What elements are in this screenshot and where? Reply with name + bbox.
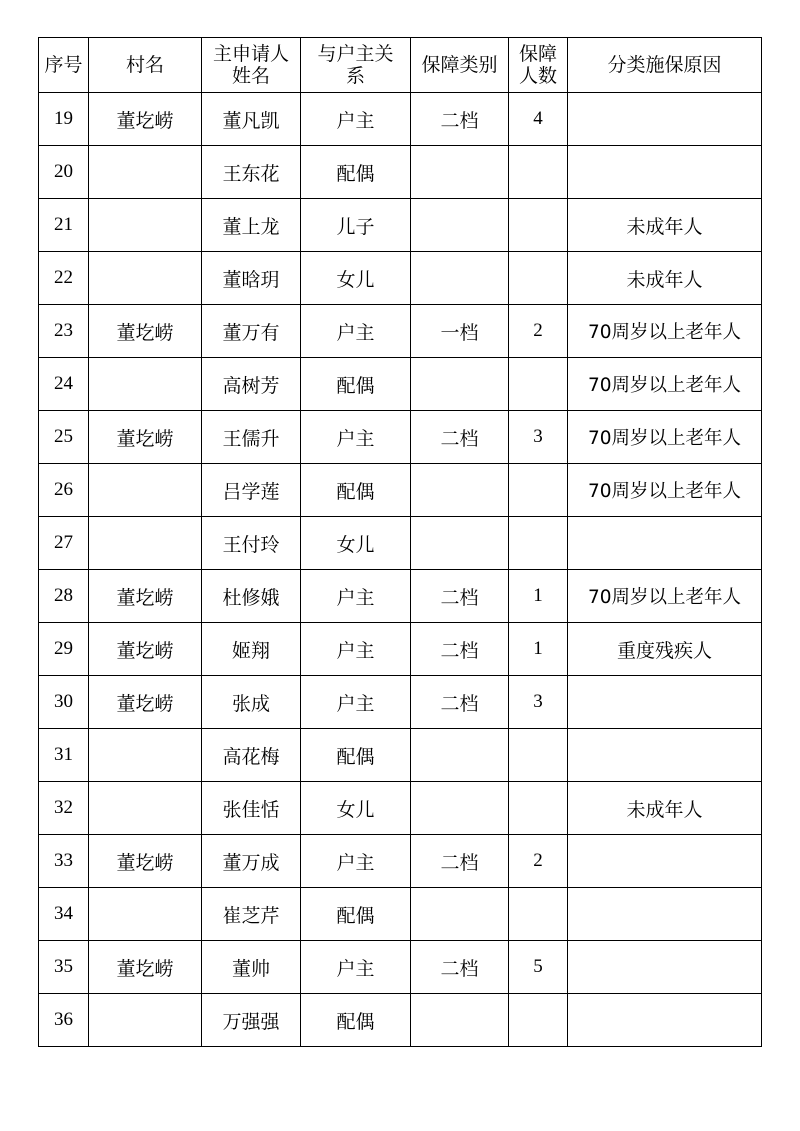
cell-reason: [568, 835, 762, 888]
cell-village: 董圪崂: [89, 941, 202, 994]
cell-applicant-name: 董晗玥: [202, 252, 301, 305]
cell-seq: 23: [39, 305, 89, 358]
header-applicant-name: 主申请人 姓名: [202, 38, 301, 93]
cell-reason: [568, 146, 762, 199]
cell-category: 二档: [411, 941, 509, 994]
cell-seq: 36: [39, 994, 89, 1047]
cell-count: 3: [509, 676, 568, 729]
cell-category: [411, 146, 509, 199]
cell-applicant-name: 崔芝芹: [202, 888, 301, 941]
cell-applicant-name: 董帅: [202, 941, 301, 994]
header-row: [39, 38, 762, 93]
cell-count: [509, 729, 568, 782]
cell-reason: [568, 994, 762, 1047]
cell-relation: 户主: [301, 570, 411, 623]
cell-count: [509, 782, 568, 835]
cell-count: 1: [509, 570, 568, 623]
cell-village: [89, 888, 202, 941]
table-row: [39, 941, 762, 994]
header-category: 保障类别: [411, 38, 509, 93]
table-row: [39, 146, 762, 199]
table-row: [39, 93, 762, 146]
cell-relation: 户主: [301, 305, 411, 358]
cell-count: [509, 888, 568, 941]
cell-category: 二档: [411, 835, 509, 888]
header-count: 保障 人数: [509, 38, 568, 93]
cell-seq: 28: [39, 570, 89, 623]
cell-category: 二档: [411, 411, 509, 464]
document-sheet: [38, 37, 762, 1047]
cell-count: 3: [509, 411, 568, 464]
cell-count: [509, 994, 568, 1047]
cell-applicant-name: 姬翔: [202, 623, 301, 676]
cell-count: 4: [509, 93, 568, 146]
table-row: [39, 623, 762, 676]
cell-count: [509, 199, 568, 252]
cell-relation: 儿子: [301, 199, 411, 252]
cell-village: [89, 464, 202, 517]
cell-seq: 19: [39, 93, 89, 146]
cell-seq: 25: [39, 411, 89, 464]
cell-reason: [568, 93, 762, 146]
cell-count: 2: [509, 835, 568, 888]
cell-seq: 31: [39, 729, 89, 782]
cell-category: [411, 517, 509, 570]
table-body: [39, 93, 762, 1047]
cell-village: [89, 729, 202, 782]
table-row: [39, 252, 762, 305]
cell-reason: 70周岁以上老年人: [568, 411, 762, 464]
cell-relation: 户主: [301, 835, 411, 888]
cell-category: [411, 729, 509, 782]
cell-count: [509, 252, 568, 305]
cell-village: [89, 252, 202, 305]
cell-relation: 户主: [301, 676, 411, 729]
cell-applicant-name: 万强强: [202, 994, 301, 1047]
header-relation: 与户主关 系: [301, 38, 411, 93]
cell-seq: 33: [39, 835, 89, 888]
table-row: [39, 358, 762, 411]
cell-relation: 配偶: [301, 729, 411, 782]
cell-applicant-name: 王东花: [202, 146, 301, 199]
table-row: [39, 464, 762, 517]
cell-count: 5: [509, 941, 568, 994]
cell-relation: 户主: [301, 93, 411, 146]
table-row: [39, 782, 762, 835]
cell-village: 董圪崂: [89, 623, 202, 676]
cell-seq: 24: [39, 358, 89, 411]
cell-count: [509, 464, 568, 517]
cell-applicant-name: 董万成: [202, 835, 301, 888]
cell-applicant-name: 王付玲: [202, 517, 301, 570]
cell-relation: 女儿: [301, 517, 411, 570]
cell-reason: [568, 729, 762, 782]
cell-relation: 户主: [301, 623, 411, 676]
cell-seq: 21: [39, 199, 89, 252]
table-row: [39, 517, 762, 570]
cell-seq: 29: [39, 623, 89, 676]
cell-reason: 未成年人: [568, 199, 762, 252]
cell-village: [89, 782, 202, 835]
cell-seq: 32: [39, 782, 89, 835]
header-village: 村名: [89, 38, 202, 93]
cell-seq: 26: [39, 464, 89, 517]
cell-count: [509, 358, 568, 411]
cell-village: [89, 146, 202, 199]
cell-relation: 配偶: [301, 146, 411, 199]
cell-category: [411, 252, 509, 305]
cell-applicant-name: 高树芳: [202, 358, 301, 411]
table-row: [39, 305, 762, 358]
cell-relation: 女儿: [301, 252, 411, 305]
cell-village: 董圪崂: [89, 93, 202, 146]
cell-reason: [568, 676, 762, 729]
header-reason: 分类施保原因: [568, 38, 762, 93]
cell-count: 1: [509, 623, 568, 676]
table-row: [39, 994, 762, 1047]
cell-reason: 重度残疾人: [568, 623, 762, 676]
cell-seq: 20: [39, 146, 89, 199]
cell-reason: [568, 888, 762, 941]
cell-category: 二档: [411, 676, 509, 729]
header-seq: 序号: [39, 38, 89, 93]
cell-applicant-name: 高花梅: [202, 729, 301, 782]
cell-reason: 未成年人: [568, 782, 762, 835]
cell-category: [411, 199, 509, 252]
cell-village: [89, 199, 202, 252]
cell-category: [411, 464, 509, 517]
cell-category: [411, 888, 509, 941]
cell-village: 董圪崂: [89, 570, 202, 623]
cell-category: 二档: [411, 623, 509, 676]
table-row: [39, 676, 762, 729]
cell-relation: 女儿: [301, 782, 411, 835]
cell-count: [509, 146, 568, 199]
cell-applicant-name: 董上龙: [202, 199, 301, 252]
cell-category: 二档: [411, 93, 509, 146]
cell-seq: 27: [39, 517, 89, 570]
cell-category: [411, 358, 509, 411]
cell-reason: 70周岁以上老年人: [568, 305, 762, 358]
cell-village: 董圪崂: [89, 835, 202, 888]
cell-reason: 70周岁以上老年人: [568, 464, 762, 517]
cell-count: 2: [509, 305, 568, 358]
cell-reason: 70周岁以上老年人: [568, 358, 762, 411]
cell-relation: 户主: [301, 411, 411, 464]
cell-category: 二档: [411, 570, 509, 623]
cell-reason: 未成年人: [568, 252, 762, 305]
cell-reason: [568, 941, 762, 994]
cell-category: [411, 994, 509, 1047]
cell-reason: [568, 517, 762, 570]
cell-count: [509, 517, 568, 570]
cell-category: 一档: [411, 305, 509, 358]
cell-seq: 30: [39, 676, 89, 729]
cell-applicant-name: 董凡凯: [202, 93, 301, 146]
table-row: [39, 835, 762, 888]
cell-village: 董圪崂: [89, 305, 202, 358]
cell-seq: 22: [39, 252, 89, 305]
cell-seq: 35: [39, 941, 89, 994]
cell-applicant-name: 吕学莲: [202, 464, 301, 517]
cell-applicant-name: 张佳恬: [202, 782, 301, 835]
cell-village: [89, 358, 202, 411]
table-row: [39, 729, 762, 782]
cell-applicant-name: 董万有: [202, 305, 301, 358]
table-row: [39, 199, 762, 252]
assistance-table: [38, 37, 762, 1047]
cell-seq: 34: [39, 888, 89, 941]
cell-applicant-name: 张成: [202, 676, 301, 729]
cell-village: 董圪崂: [89, 411, 202, 464]
cell-relation: 配偶: [301, 994, 411, 1047]
table-row: [39, 570, 762, 623]
cell-village: 董圪崂: [89, 676, 202, 729]
cell-applicant-name: 杜修娥: [202, 570, 301, 623]
cell-village: [89, 994, 202, 1047]
table-row: [39, 888, 762, 941]
cell-reason: 70周岁以上老年人: [568, 570, 762, 623]
cell-applicant-name: 王儒升: [202, 411, 301, 464]
cell-category: [411, 782, 509, 835]
table-row: [39, 411, 762, 464]
cell-relation: 配偶: [301, 464, 411, 517]
cell-relation: 户主: [301, 941, 411, 994]
cell-relation: 配偶: [301, 888, 411, 941]
cell-village: [89, 517, 202, 570]
cell-relation: 配偶: [301, 358, 411, 411]
